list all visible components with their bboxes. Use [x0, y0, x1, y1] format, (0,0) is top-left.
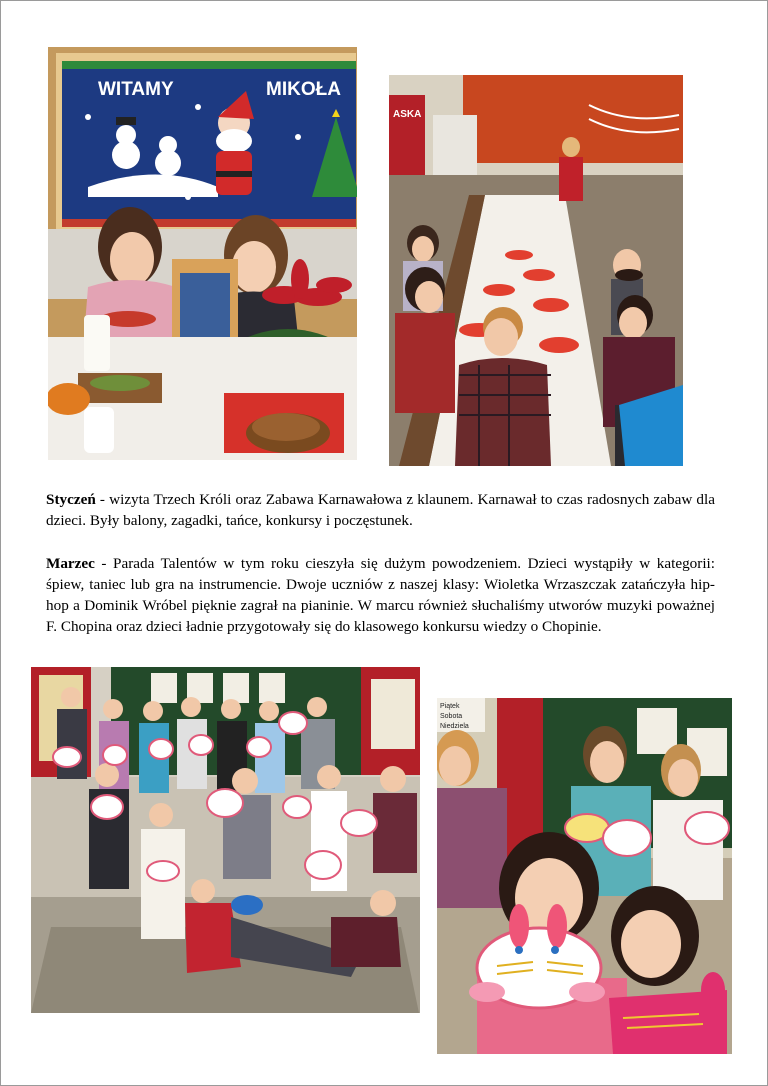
- banner-left-text: WITAMY: [98, 79, 174, 100]
- photo-girls-bunny-plates-image: [437, 698, 732, 1054]
- day-label-saturday: Sobota: [440, 713, 463, 720]
- paragraph-march: [46, 553, 715, 637]
- photo-class-table-image: [389, 75, 683, 466]
- photo-christmas-party-image: [48, 47, 357, 460]
- photo-christmas-party: [48, 47, 357, 460]
- photo-class-table: [389, 75, 683, 466]
- paragraph-january-body: - wizyta Trzech Króli oraz Zabawa Karnawałowa z klaunem. Karnawał to czas radosnych zabaw dla dzieci. Były balony, zagadki, tańce, konkursy i poczęstunek.: [46, 491, 715, 529]
- day-label-sunday: Niedziela: [440, 723, 469, 730]
- photo-group-bunny-crafts: [31, 667, 420, 1013]
- photo-group-bunny-crafts-image: [31, 667, 420, 1013]
- wall-sign-text: ASKA: [393, 109, 422, 120]
- paragraph-january-lead: Styczeń: [46, 491, 96, 508]
- paragraph-march-lead: Marzec: [46, 555, 95, 572]
- paragraph-january: [46, 489, 715, 531]
- day-label-friday: Piątek: [440, 703, 460, 710]
- banner-right-text: MIKOŁA: [266, 79, 341, 100]
- photo-girls-bunny-plates: [437, 698, 732, 1054]
- paragraph-march-body: - Parada Talentów w tym roku cieszyła się dużym powodzeniem. Dzieci wystąpiły w kategorii: śpiew, taniec lub gra na instrumencie. Dwoje uczniów z naszej klasy: Wioletka Wrzaszczak zatańczyła hip-hop a Dominik Wróbel pięknie zagrał na pianinie. W marcu również słuchaliśmy utworów muzyki poważnej F. Chopina oraz dzieci ładnie przygotowały się do klasowego konkursu wiedzy o Chopinie.: [46, 555, 715, 635]
